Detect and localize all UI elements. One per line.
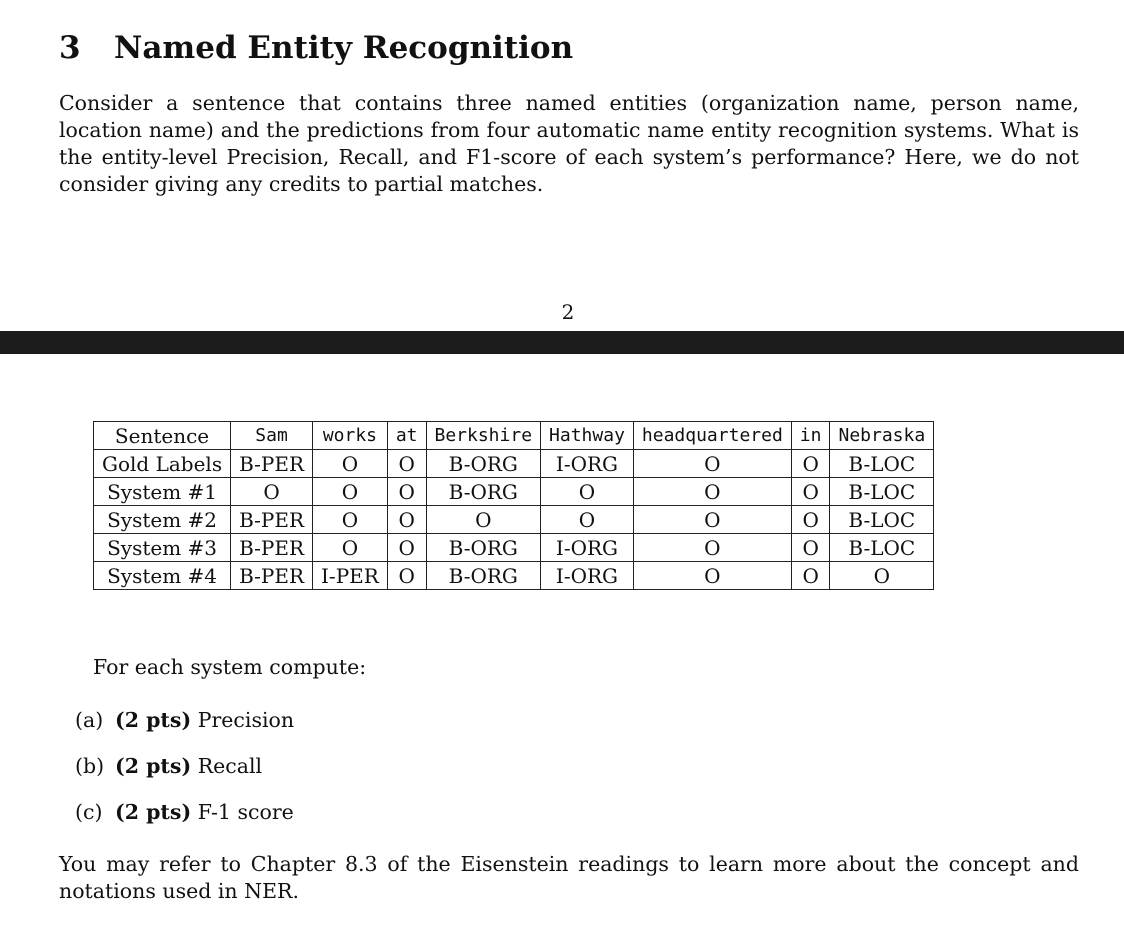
row-label: System #2 bbox=[94, 506, 231, 534]
table-cell: O bbox=[830, 562, 934, 590]
task-marker: (a) bbox=[75, 708, 104, 732]
column-header: in bbox=[791, 422, 830, 450]
task-label: Recall bbox=[197, 754, 263, 778]
row-label: System #3 bbox=[94, 534, 231, 562]
section-title: Named Entity Recognition bbox=[114, 30, 574, 66]
table-row bbox=[94, 534, 934, 562]
table-cell: B-ORG bbox=[426, 534, 541, 562]
table-cell: B-ORG bbox=[426, 562, 541, 590]
table-cell: O bbox=[791, 534, 830, 562]
table-cell: O bbox=[791, 562, 830, 590]
table-cell: O bbox=[387, 450, 426, 478]
page-number: 2 bbox=[561, 300, 575, 324]
intro-paragraph: Consider a sentence that contains three named entities (organization name, person name, location name) and the predictions from four automatic name entity recognition systems. What is the entity-level Precision, Recall, and F1-score of each system’s performance? Here, we do not consider giving any credits to partial matches. bbox=[59, 91, 1079, 196]
table-cell: O bbox=[313, 478, 388, 506]
column-header: Nebraska bbox=[830, 422, 934, 450]
table-cell: B-ORG bbox=[426, 478, 541, 506]
table-cell: O bbox=[313, 450, 388, 478]
table-cell: O bbox=[426, 506, 541, 534]
section-heading bbox=[59, 30, 573, 66]
table-cell: B-PER bbox=[231, 562, 313, 590]
closing-paragraph: You may refer to Chapter 8.3 of the Eisenstein readings to learn more about the concept and notations used in NER. bbox=[59, 852, 1079, 903]
table-row bbox=[94, 562, 934, 590]
table-cell: B-LOC bbox=[830, 450, 934, 478]
table-cell: O bbox=[633, 562, 791, 590]
table-row bbox=[94, 506, 934, 534]
column-header: Sam bbox=[231, 422, 313, 450]
table-row bbox=[94, 478, 934, 506]
table-cell: O bbox=[791, 450, 830, 478]
table-cell: O bbox=[633, 534, 791, 562]
task-label: Precision bbox=[197, 708, 295, 732]
table-cell: O bbox=[541, 478, 634, 506]
list-item bbox=[75, 706, 294, 752]
row-label: Gold Labels bbox=[94, 450, 231, 478]
row-label: System #4 bbox=[94, 562, 231, 590]
table-cell: O bbox=[791, 506, 830, 534]
list-item bbox=[75, 798, 294, 844]
table-cell: I-ORG bbox=[541, 562, 634, 590]
row-label: System #1 bbox=[94, 478, 231, 506]
table-cell: B-PER bbox=[231, 506, 313, 534]
table-cell: O bbox=[633, 450, 791, 478]
table-cell: I-ORG bbox=[541, 450, 634, 478]
task-points: (2 pts) bbox=[115, 800, 192, 824]
table-cell: B-LOC bbox=[830, 506, 934, 534]
ner-table bbox=[93, 421, 934, 590]
page-divider bbox=[0, 331, 1124, 354]
table-cell: O bbox=[387, 506, 426, 534]
column-header: works bbox=[313, 422, 388, 450]
column-header: Sentence bbox=[94, 422, 231, 450]
table-row bbox=[94, 450, 934, 478]
table-cell: B-LOC bbox=[830, 534, 934, 562]
table-cell: I-PER bbox=[313, 562, 388, 590]
column-header: Hathway bbox=[541, 422, 634, 450]
table-cell: O bbox=[231, 478, 313, 506]
task-points: (2 pts) bbox=[115, 754, 192, 778]
table-cell: B-PER bbox=[231, 450, 313, 478]
task-marker: (b) bbox=[75, 754, 105, 778]
task-list bbox=[75, 706, 294, 844]
table-cell: B-PER bbox=[231, 534, 313, 562]
compute-lead: For each system compute: bbox=[93, 655, 367, 679]
table-cell: O bbox=[387, 534, 426, 562]
table-cell: O bbox=[633, 478, 791, 506]
table-cell: O bbox=[387, 478, 426, 506]
table-cell: O bbox=[313, 534, 388, 562]
task-marker: (c) bbox=[75, 800, 103, 824]
column-header: headquartered bbox=[633, 422, 791, 450]
table-cell: B-ORG bbox=[426, 450, 541, 478]
table-cell: O bbox=[633, 506, 791, 534]
table-header-row bbox=[94, 422, 934, 450]
table-cell: O bbox=[541, 506, 634, 534]
table-cell: O bbox=[387, 562, 426, 590]
table-cell: B-LOC bbox=[830, 478, 934, 506]
column-header: Berkshire bbox=[426, 422, 541, 450]
table-cell: O bbox=[313, 506, 388, 534]
task-points: (2 pts) bbox=[115, 708, 192, 732]
section-number: 3 bbox=[59, 30, 81, 66]
column-header: at bbox=[387, 422, 426, 450]
table-cell: O bbox=[791, 478, 830, 506]
table-cell: I-ORG bbox=[541, 534, 634, 562]
list-item bbox=[75, 752, 294, 798]
task-label: F-1 score bbox=[197, 800, 294, 824]
